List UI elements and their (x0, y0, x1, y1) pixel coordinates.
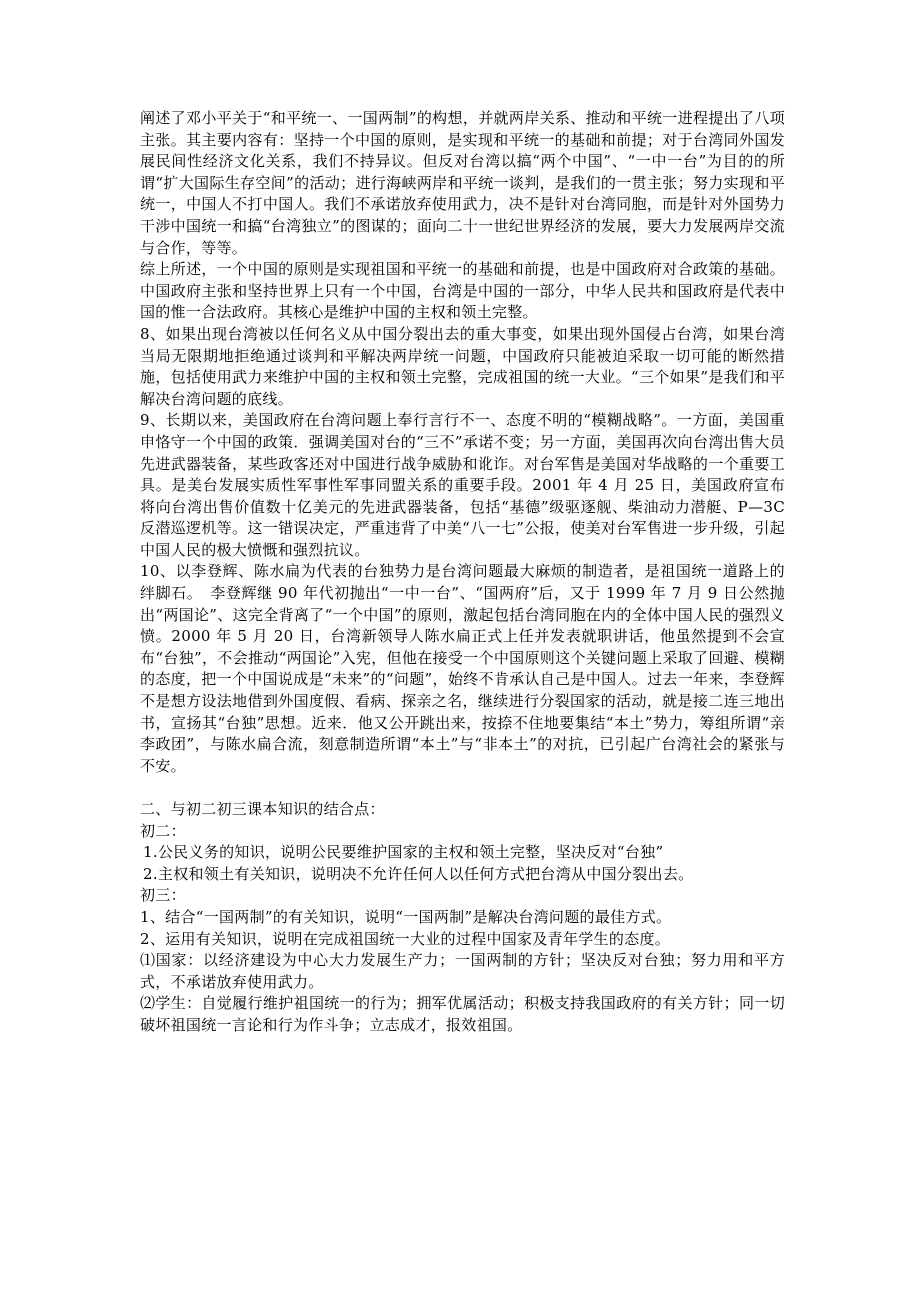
subheading-grade-two: 初二： (140, 821, 186, 840)
paragraph-point-8: 8、如果出现台湾被以任何名义从中国分裂出去的重大事变，如果出现外国侵占台湾，如果台湾当局无限期地拒绝通过谈判和平解决两岸统一问题，中国政府只能被迫采取一切可能的断然措施，包括使用武力来维护中国的主权和领土完整，完成祖国的统一大业。“三个如果”是我们和平解决台湾问题的底线。 (140, 324, 785, 408)
grade-two-item-2: 2.主权和领土有关知识，说明决不允许任何人以任何方式把台湾从中国分裂出去。 (143, 864, 694, 883)
section-heading-two: 二、与初二初三课本知识的结合点： (140, 800, 385, 818)
paragraph-eight-proposals: 阐述了邓小平关于“和平统一、一国两制”的构想，并就两岸关系、推动和平统一进程提出了八项主张。其主要内容有：坚持一个中国的原则，是实现和平统一的基础和前提；对于台湾同外国发展民间性经济文化关系，我们不持异议。但反对台湾以搞“两个中国”、“一中一台”为目的的所谓“扩大国际生存空间”的活动；进行海峡两岸和平统一谈判，是我们的一贯主张；努力实现和平统一，中国人不打中国人。我们不承诺放弃使用武力，决不是针对台湾同胞，而是针对外国势力干涉中国统一和搞“台湾独立”的图谋的；面向二十一世纪世界经济的发展，要大力发展两岸交流与合作，等等。 (140, 109, 785, 257)
paragraph-summary: 综上所述，一个中国的原则是实现祖国和平统一的基础和前提，也是中国政府对合政策的基础。中国政府主张和坚持世界上只有一个中国，台湾是中国的一部分，中华人民共和国政府是代表中国的惟一合法政府。其核心是维护中国的主权和领土完整。 (140, 260, 785, 322)
grade-three-subitem-country: ⑴国家：以经济建设为中心大力发展生产力；一国两制的方针；坚决反对台独；努力用和平方式，不承诺放弃使用武力。 (140, 951, 785, 991)
grade-three-item-2: 2、运用有关知识，说明在完成祖国统一大业的过程中国家及青年学生的态度。 (140, 929, 671, 948)
document-body (140, 108, 785, 1037)
grade-three-subitem-student: ⑵学生：自觉履行维护祖国统一的行为；拥军优属活动；积极支持我国政府的有关方针；同一切破坏祖国统一言论和行为作斗争；立志成才，报效祖国。 (140, 994, 785, 1034)
paragraph-point-9: 9、长期以来，美国政府在台湾问题上奉行言行不一、态度不明的“模糊战略”。一方面，美国重申恪守一个中国的政策．强调美国对台的“三不”承诺不变；另一方面，美国再次向台湾出售大员先进武器装备，某些政客还对中国进行战争威胁和讹诈。对台军售是美国对华战略的一个重要工具。是美台发展实质性军事性军事同盟关系的重要手段。2001 年 4 月 25 日，美国政府宣布将向台湾出售价值数十亿美元的先进武器装备，包括“基德”级驱逐舰、柴油动力潜艇、P—3C 反潜巡逻机等。这一错误决定，严重违背了中美“八一七”公报，使美对台军售进一步升级，引起中国人民的极大愤慨和强烈抗议。 (140, 411, 785, 559)
subheading-grade-three: 初三： (140, 886, 186, 905)
paragraph-point-10: 10、以李登辉、陈水扁为代表的台独势力是台湾问题最大麻烦的制造者，是祖国统一道路上的绊脚石。 李登辉继 90 年代初抛出“一中一台”、“国两府”后，又于 1999 年 7 月 9 日公然抛出“两国论”、这完全背离了“一个中国”的原则，激起包括台湾同胞在内的全体中国人民的强烈义愤。2000 年 5 月 20 日，台湾新领导人陈水扁正式上任并发表就职讲话，他虽然提到不会宣布“台独”，不会推动“两国论”入宪，但他在接受一个中国原则这个关键问题上采取了回避、模糊的态度，把一个中国说成是“未来”的“问题”，始终不肯承认自己是中国人。过去一年来，李登辉不是想方设法地借到外国度假、看病、探亲之名，继续进行分裂国家的活动，就是接二连三地出书，宣扬其“台独”思想。近来．他又公开跳出来，按捺不住地要集结“本土”势力，筹组所谓“亲李政团”，与陈水扁合流，刻意制造所谓“本土”与“非本土”的对抗，已引起广台湾社会的紧张与不安。 (140, 562, 785, 775)
blank-line (140, 777, 785, 799)
grade-three-item-1: 1、结合“一国两制”的有关知识，说明“一国两制”是解决台湾问题的最佳方式。 (140, 907, 672, 926)
grade-two-item-1: 1.公民义务的知识，说明公民要维护国家的主权和领土完整，坚决反对“台独” (143, 843, 664, 862)
